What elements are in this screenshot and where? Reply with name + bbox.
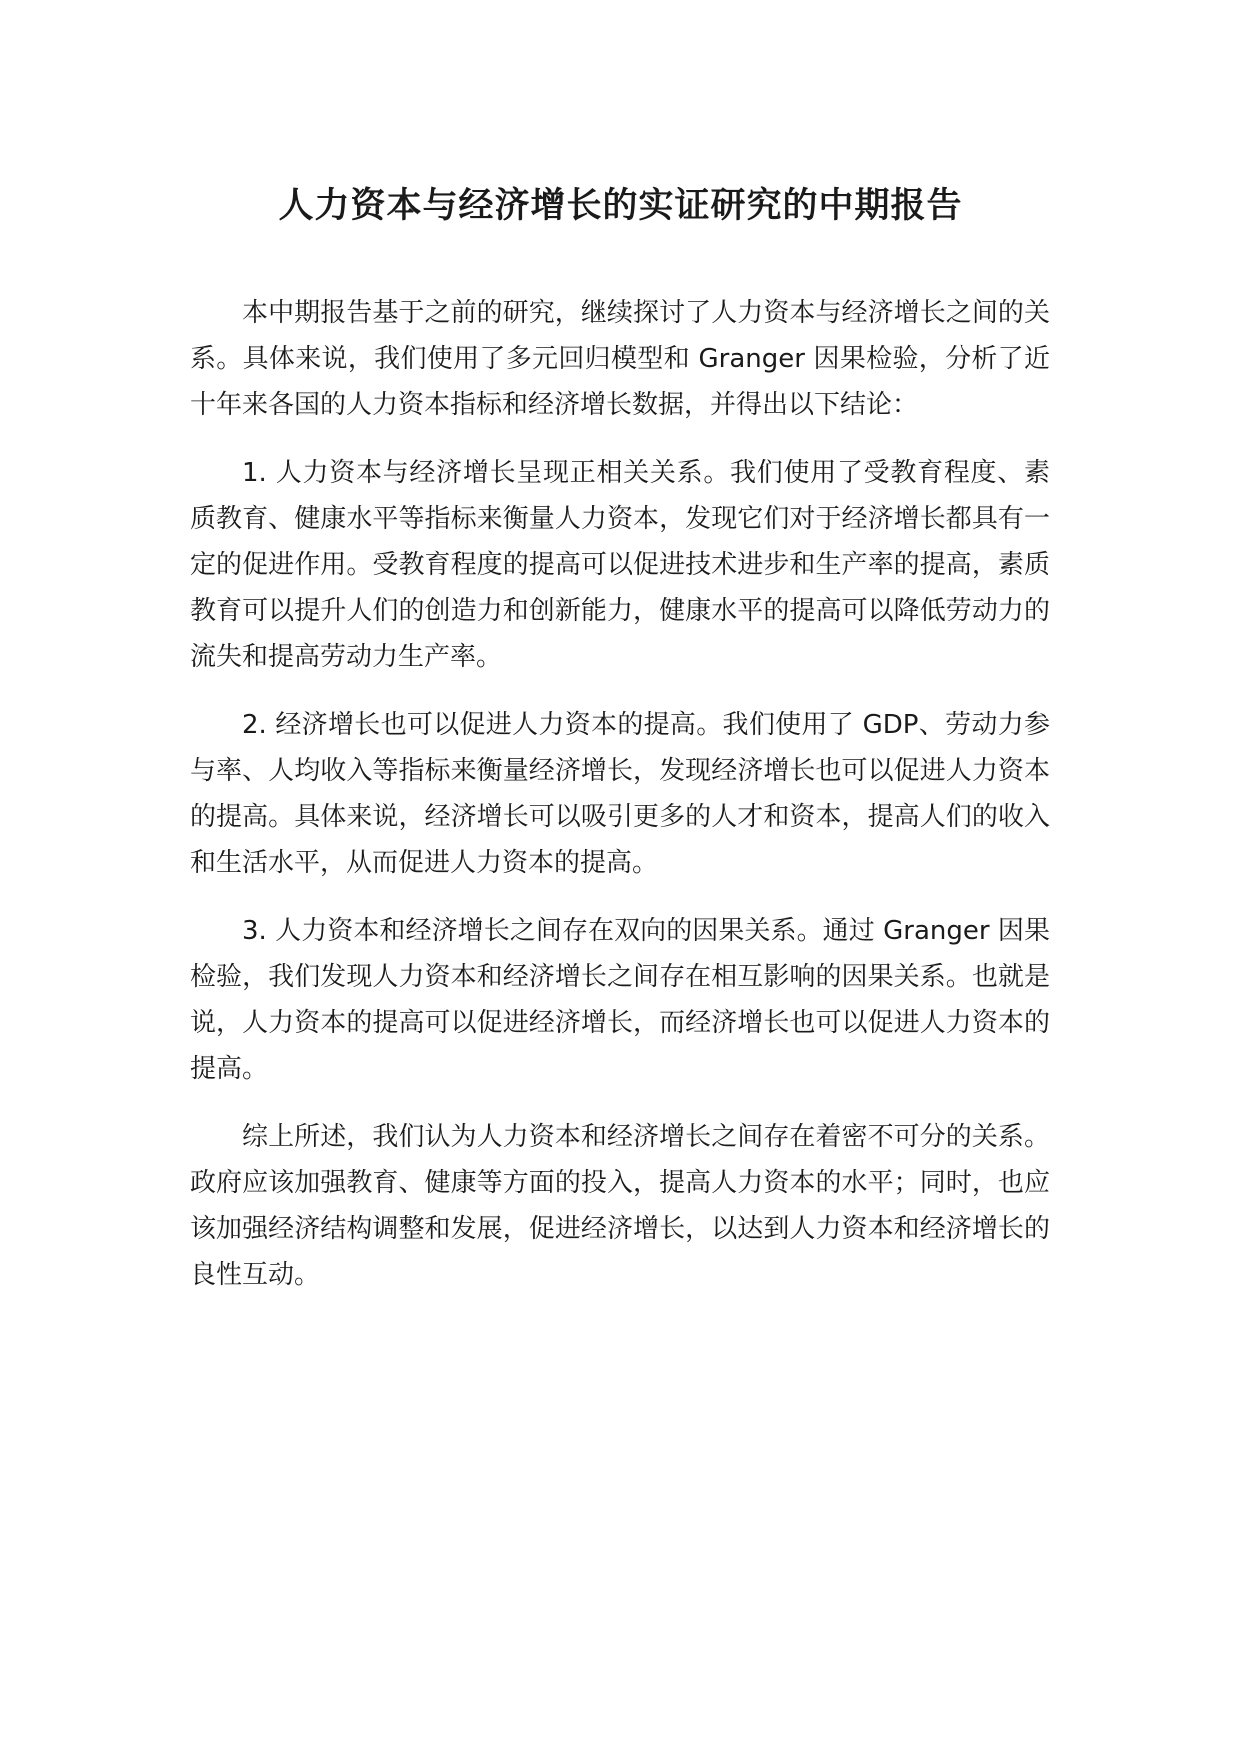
document-body: [190, 290, 1050, 1320]
paragraph-conclusion-3: 3. 人力资本和经济增长之间存在双向的因果关系。通过 Granger 因果检验，我们发现人力资本和经济增长之间存在相互影响的因果关系。也就是说，人力资本的提高可以促进经济增长，而经济增长也可以促进人力资本的提高。: [190, 916, 1050, 1084]
paragraph-intro: 本中期报告基于之前的研究，继续探讨了人力资本与经济增长之间的关系。具体来说，我们使用了多元回归模型和 Granger 因果检验，分析了近十年来各国的人力资本指标和经济增长数据，并得出以下结论：: [190, 298, 1050, 420]
paragraph-summary: 综上所述，我们认为人力资本和经济增长之间存在着密不可分的关系。政府应该加强教育、健康等方面的投入，提高人力资本的水平；同时，也应该加强经济结构调整和发展，促进经济增长，以达到人力资本和经济增长的良性互动。: [190, 1122, 1050, 1290]
document-title: 人力资本与经济增长的实证研究的中期报告: [278, 186, 963, 226]
paragraph-conclusion-2: 2. 经济增长也可以促进人力资本的提高。我们使用了 GDP、劳动力参与率、人均收入等指标来衡量经济增长，发现经济增长也可以促进人力资本的提高。具体来说，经济增长可以吸引更多的人才和资本，提高人们的收入和生活水平，从而促进人力资本的提高。: [190, 710, 1050, 878]
paragraph-conclusion-1: 1. 人力资本与经济增长呈现正相关关系。我们使用了受教育程度、素质教育、健康水平等指标来衡量人力资本，发现它们对于经济增长都具有一定的促进作用。受教育程度的提高可以促进技术进步和生产率的提高，素质教育可以提升人们的创造力和创新能力，健康水平的提高可以降低劳动力的流失和提高劳动力生产率。: [190, 458, 1050, 672]
